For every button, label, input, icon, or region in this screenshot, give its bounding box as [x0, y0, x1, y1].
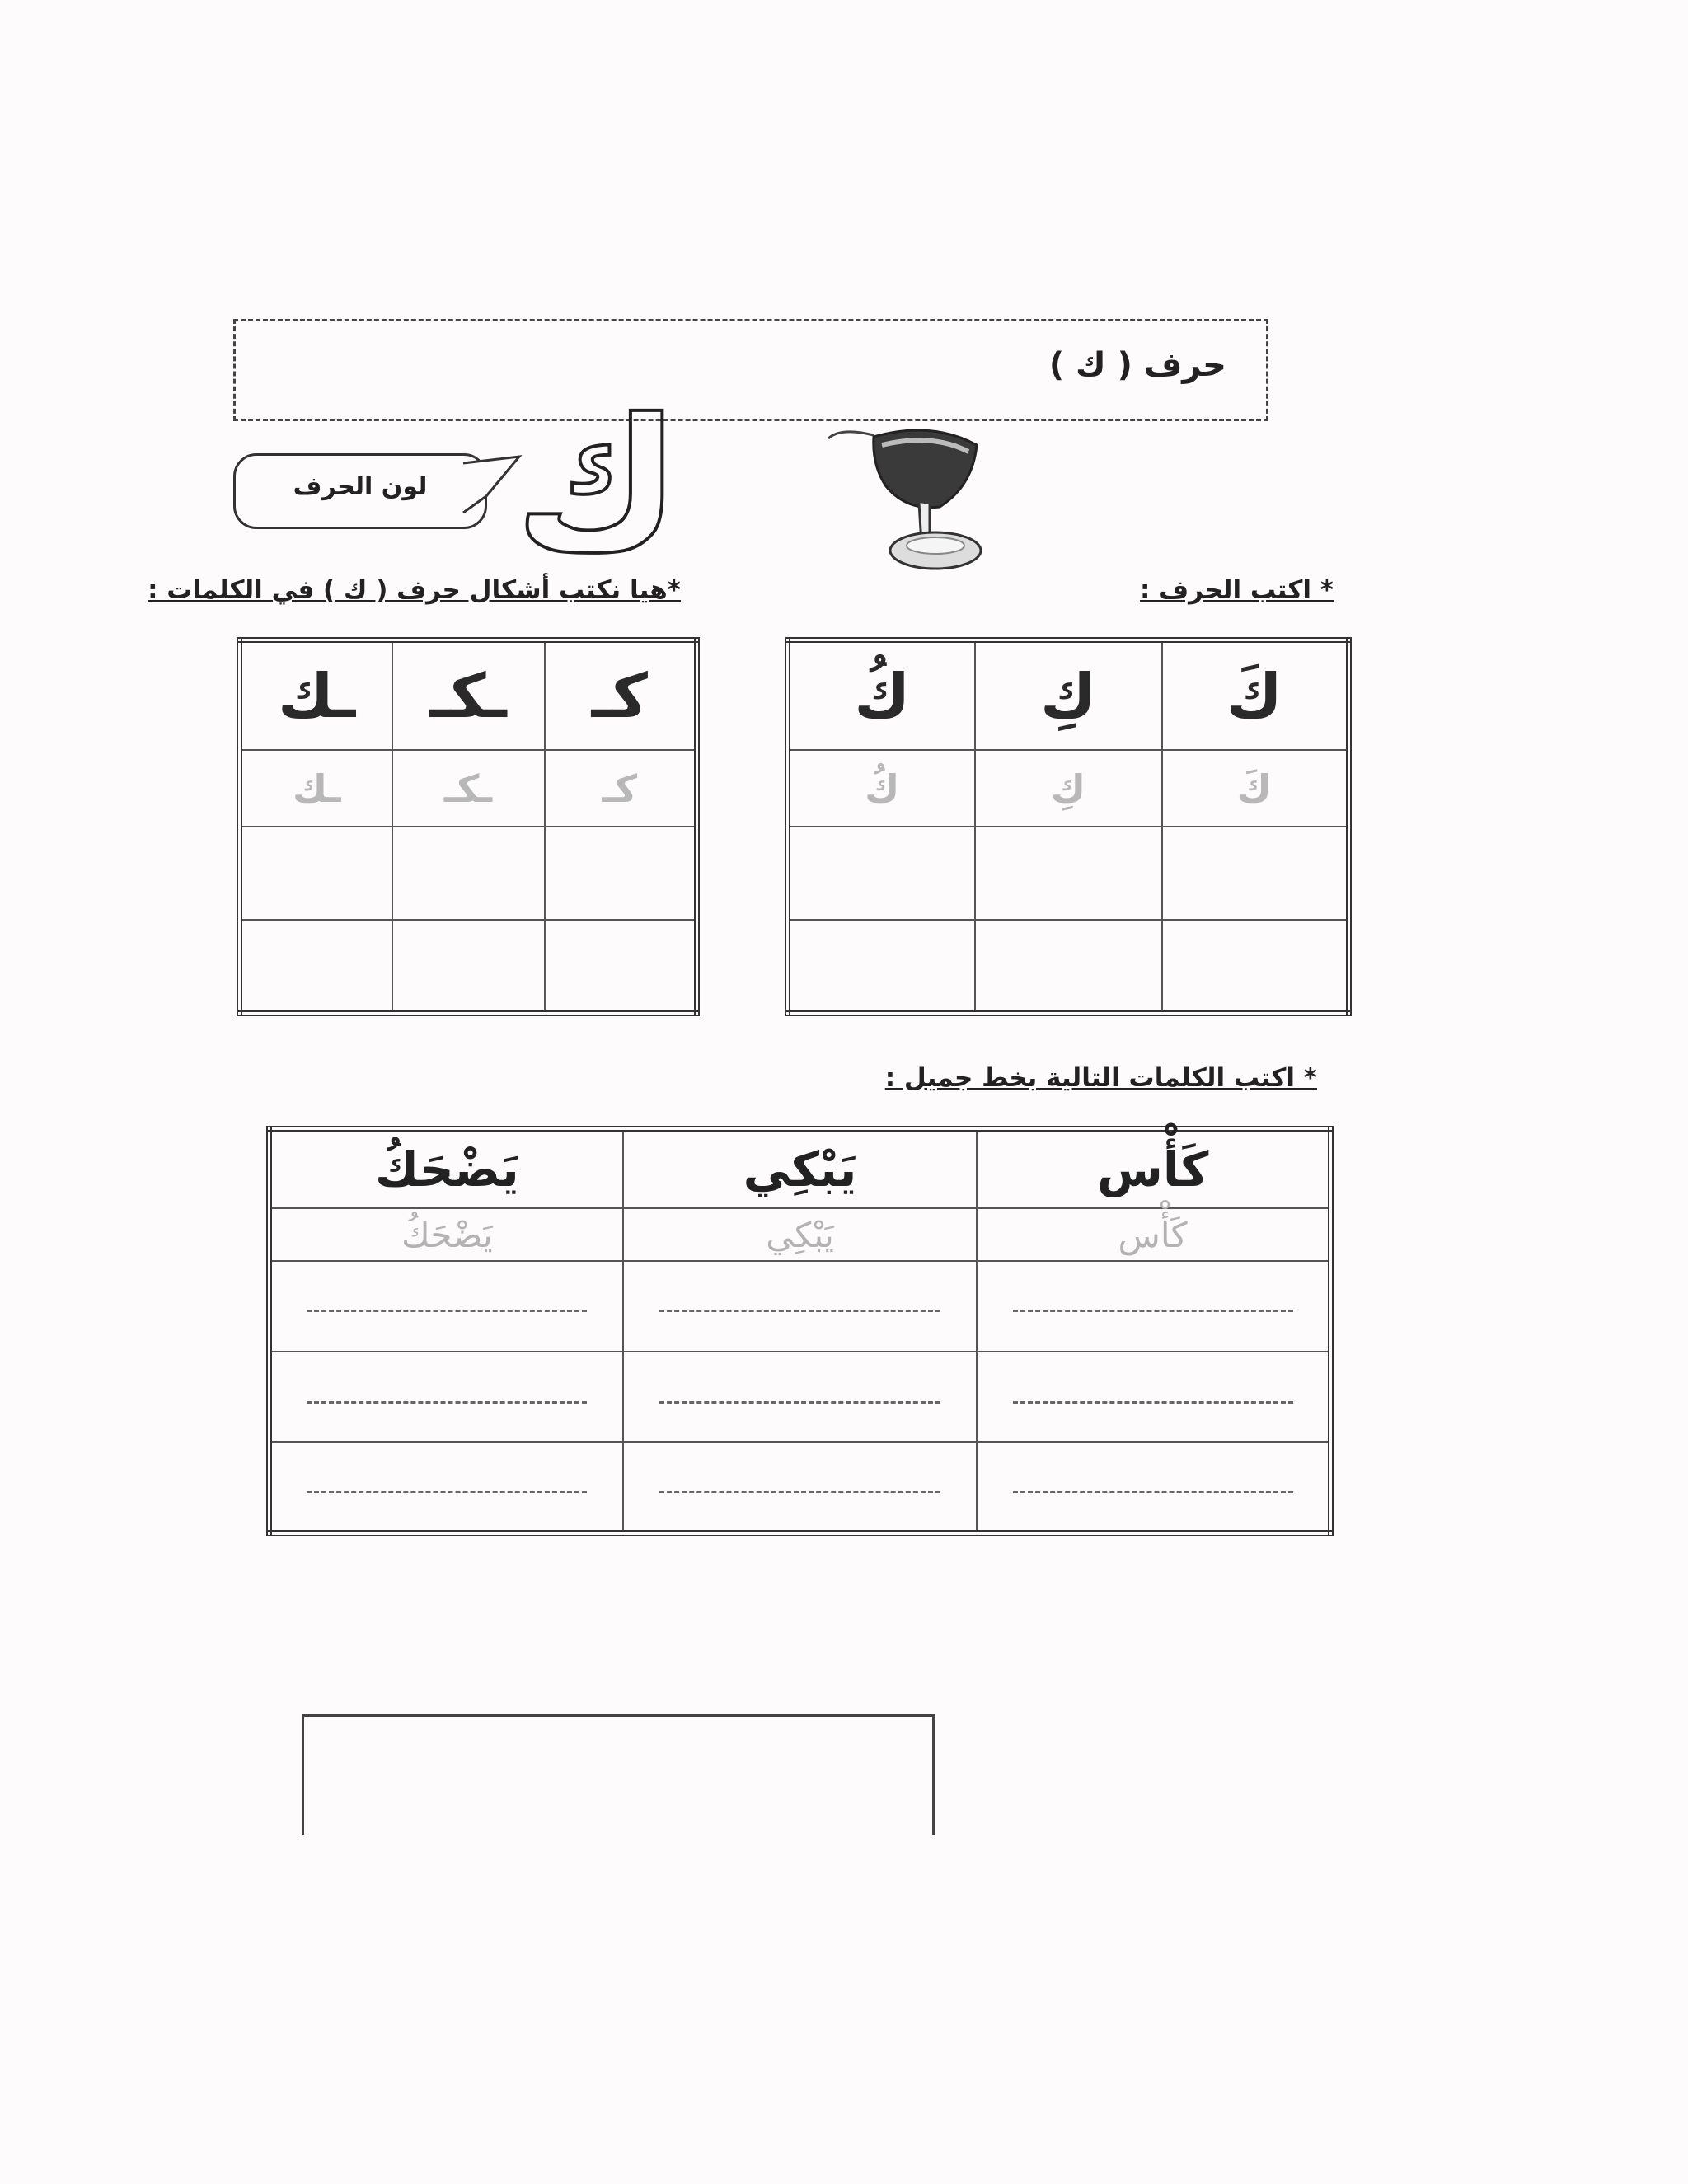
- words-table: [266, 1126, 1334, 1536]
- dotted-writing-line: [307, 1401, 587, 1404]
- dotted-writing-line: [659, 1310, 941, 1312]
- word-cell: يَبْكِي: [623, 1129, 977, 1209]
- write-cell[interactable]: [975, 920, 1162, 1013]
- letter-fatha-cell: كَ: [1162, 640, 1349, 751]
- trace-word-cell: يَبْكِي: [623, 1208, 977, 1260]
- form-final-cell: ـك: [240, 640, 392, 751]
- letter-damma-cell: كُ: [788, 640, 975, 751]
- instruction-write-letter: * اكتب الحرف :: [1139, 575, 1334, 605]
- write-cell[interactable]: [788, 920, 975, 1013]
- write-cell[interactable]: [788, 827, 975, 920]
- trace-kasra-cell: كِ: [975, 750, 1162, 827]
- write-cell[interactable]: [545, 920, 697, 1013]
- instruction-write-words: * اكتب الكلمات التالية بخط جميل :: [884, 1063, 1317, 1093]
- write-cell[interactable]: [975, 827, 1162, 920]
- writing-line-cell[interactable]: [623, 1442, 977, 1533]
- writing-line-cell[interactable]: [270, 1261, 623, 1352]
- writing-line-cell[interactable]: [270, 1352, 623, 1442]
- word-cell: كَأْس: [977, 1129, 1330, 1209]
- writing-line-cell[interactable]: [977, 1442, 1330, 1533]
- write-cell[interactable]: [240, 827, 392, 920]
- write-cell[interactable]: [545, 827, 697, 920]
- write-cell[interactable]: [1162, 920, 1349, 1013]
- trace-word-cell: يَضْحَكُ: [270, 1208, 623, 1260]
- answer-box[interactable]: [302, 1714, 935, 1835]
- writing-line-cell[interactable]: [977, 1352, 1330, 1442]
- write-cell[interactable]: [392, 827, 545, 920]
- form-medial-cell: ـكـ: [392, 640, 545, 751]
- dotted-writing-line: [307, 1310, 587, 1312]
- trace-word-cell: كَأْس: [977, 1208, 1330, 1260]
- trace-initial-cell: كـ: [545, 750, 697, 827]
- write-cell[interactable]: [392, 920, 545, 1013]
- write-cell[interactable]: [240, 920, 392, 1013]
- dotted-writing-line: [1013, 1491, 1293, 1493]
- header-banner: [233, 319, 1268, 421]
- speech-bubble: [233, 453, 487, 529]
- writing-line-cell[interactable]: [977, 1261, 1330, 1352]
- instruction-letter-forms: *هيا نكتب أشكال حرف ( ك ) في الكلمات :: [148, 575, 681, 605]
- letter-vowels-table: [785, 637, 1352, 1016]
- letter-kasra-cell: كِ: [975, 640, 1162, 751]
- glass-icon: [824, 420, 1071, 573]
- writing-line-cell[interactable]: [623, 1261, 977, 1352]
- writing-line-cell[interactable]: [270, 1442, 623, 1533]
- form-initial-cell: كـ: [545, 640, 697, 751]
- outlined-letter-glyph: ك: [514, 404, 681, 569]
- page-title: حرف ( ك ): [1048, 346, 1226, 384]
- trace-damma-cell: كُ: [788, 750, 975, 827]
- dotted-writing-line: [659, 1491, 941, 1493]
- bubble-text: لون الحرف: [293, 472, 428, 501]
- write-cell[interactable]: [1162, 827, 1349, 920]
- trace-medial-cell: ـكـ: [392, 750, 545, 827]
- word-cell: يَضْحَكُ: [270, 1129, 623, 1209]
- outlined-letter-icon: [507, 404, 688, 569]
- dotted-writing-line: [659, 1401, 941, 1404]
- dotted-writing-line: [1013, 1401, 1293, 1404]
- letter-forms-table: [237, 637, 700, 1016]
- dotted-writing-line: [1013, 1310, 1293, 1312]
- trace-final-cell: ـك: [240, 750, 392, 827]
- trace-fatha-cell: كَ: [1162, 750, 1349, 827]
- dotted-writing-line: [307, 1491, 587, 1493]
- writing-line-cell[interactable]: [623, 1352, 977, 1442]
